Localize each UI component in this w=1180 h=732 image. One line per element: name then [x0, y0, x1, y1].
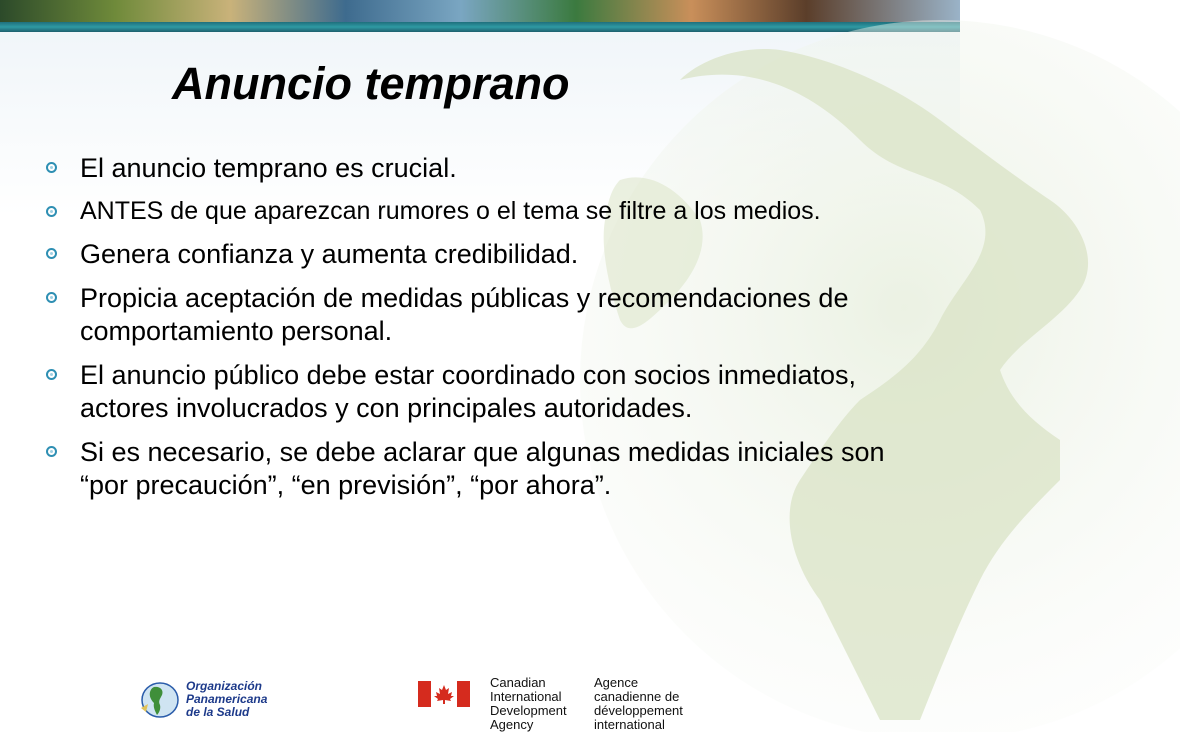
ops-line-3: de la Salud: [186, 705, 250, 719]
hollow-circle-bullet-icon: [46, 248, 57, 259]
hollow-circle-bullet-icon: [46, 206, 57, 217]
list-item: [46, 359, 906, 425]
cida-fr-line: canadienne de: [594, 689, 680, 704]
ops-line-2: Panamericana: [186, 692, 268, 706]
canada-flag-icon: [418, 681, 470, 707]
cida-french-name: [594, 676, 683, 732]
cida-fr-line: développement: [594, 703, 683, 718]
list-item: [46, 152, 906, 185]
cida-logo: [418, 675, 708, 732]
hollow-circle-bullet-icon: [46, 446, 57, 457]
cida-en-line: International: [490, 689, 562, 704]
hollow-circle-bullet-icon: [46, 369, 57, 380]
cida-en-line: Development: [490, 703, 567, 718]
header-photo-banner: [0, 0, 960, 22]
bullet-text: Si es necesario, se debe aclarar que algunas medidas iniciales son “por precaución”, “en previsión”, “por ahora”.: [80, 437, 885, 500]
cida-fr-line: international: [594, 717, 665, 732]
ops-logo-text: [186, 680, 267, 719]
bullet-text: El anuncio público debe estar coordinado con socios inmediatos, actores involucrados y con principales autoridades.: [80, 360, 856, 423]
cida-fr-line: Agence: [594, 675, 639, 690]
ops-logo: [138, 676, 288, 720]
list-item: [46, 282, 906, 348]
cida-en-line: Agency: [490, 717, 534, 732]
bullet-list: [46, 152, 906, 513]
globe-americas-icon: [138, 678, 182, 718]
list-item: [46, 436, 906, 502]
hollow-circle-bullet-icon: [46, 292, 57, 303]
bullet-text: Propicia aceptación de medidas públicas y recomendaciones de comportamiento personal.: [80, 283, 849, 346]
cida-en-line: Canadian: [490, 675, 546, 690]
list-item: [46, 196, 906, 227]
bullet-text: ANTES de que aparezcan rumores o el tema se filtre a los medios.: [80, 197, 821, 225]
slide-title: Anuncio temprano: [172, 58, 570, 109]
ops-line-1: Organización: [186, 679, 263, 693]
bullet-text: El anuncio temprano es crucial.: [80, 153, 457, 183]
cida-english-name: [490, 676, 567, 732]
list-item: [46, 238, 906, 271]
hollow-circle-bullet-icon: [46, 162, 57, 173]
bullet-text: Genera confianza y aumenta credibilidad.: [80, 239, 579, 269]
